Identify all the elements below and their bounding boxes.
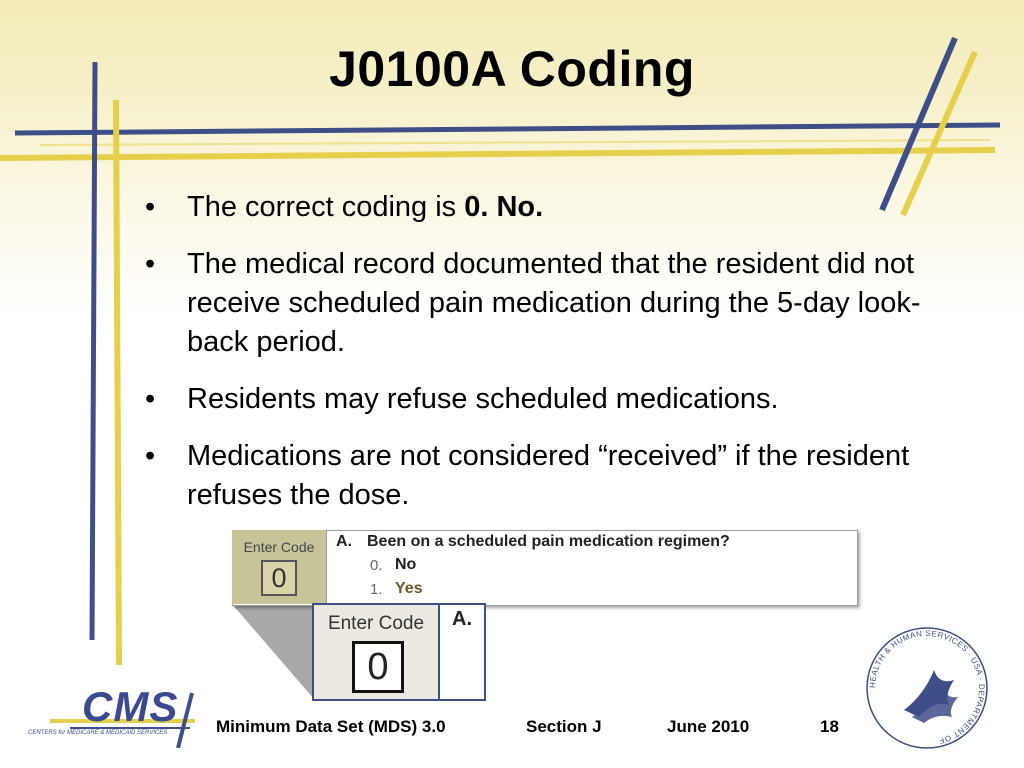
bullet-symbol: •: [145, 440, 156, 472]
bullet-item: [145, 188, 945, 227]
footer-program: Minimum Data Set (MDS) 3.0: [216, 717, 446, 736]
zoomed-code-value: 0: [352, 641, 404, 693]
option-number: 1.: [370, 581, 383, 598]
hhs-seal-icon: [864, 625, 990, 751]
bullet-item: [145, 245, 945, 362]
cms-logo-text: CMS: [82, 683, 179, 730]
footer-section: Section J: [526, 717, 602, 736]
slide-title: J0100A Coding: [329, 41, 695, 97]
footer-date: June 2010: [667, 717, 750, 736]
item-question: Been on a scheduled pain medication regimen?: [367, 533, 730, 550]
hhs-seal-text: HEALTH & HUMAN SERVICES · USA · DEPARTMENT OF: [867, 628, 987, 746]
bullet-text: Medications are not considered “received” if the resident refuses the dose.: [187, 440, 910, 511]
bullet-symbol: •: [145, 248, 156, 280]
option-number: 0.: [370, 557, 383, 574]
option-label: No: [395, 556, 417, 573]
item-letter: A.: [336, 533, 352, 550]
bullet-symbol: •: [145, 191, 156, 223]
bullet-text: Residents may refuse scheduled medications.: [187, 383, 779, 415]
code-box: 0: [261, 560, 297, 596]
cms-subtitle: CENTERS for MEDICARE & MEDICAID SERVICES: [28, 730, 168, 736]
zoomed-item-letter: A.: [452, 608, 472, 630]
enter-code-cell: [232, 530, 327, 604]
bullet-item: [145, 437, 945, 515]
bullet-text: The medical record documented that the resident did not receive scheduled pain medication during the 5-day look-back period.: [187, 248, 921, 358]
option-label: Yes: [395, 580, 423, 597]
bullet-item: [145, 380, 945, 419]
zoomed-enter-code-cell: [314, 605, 440, 699]
bullet-symbol: •: [145, 383, 156, 415]
bullet-text: The correct coding is: [187, 191, 465, 223]
page-number: 18: [820, 717, 839, 736]
enter-code-label: Enter Code: [243, 539, 315, 555]
zoomed-enter-code-label: Enter Code: [327, 613, 425, 634]
bullet-list: [145, 188, 945, 533]
bullet-bold-text: 0. No.: [464, 191, 544, 223]
